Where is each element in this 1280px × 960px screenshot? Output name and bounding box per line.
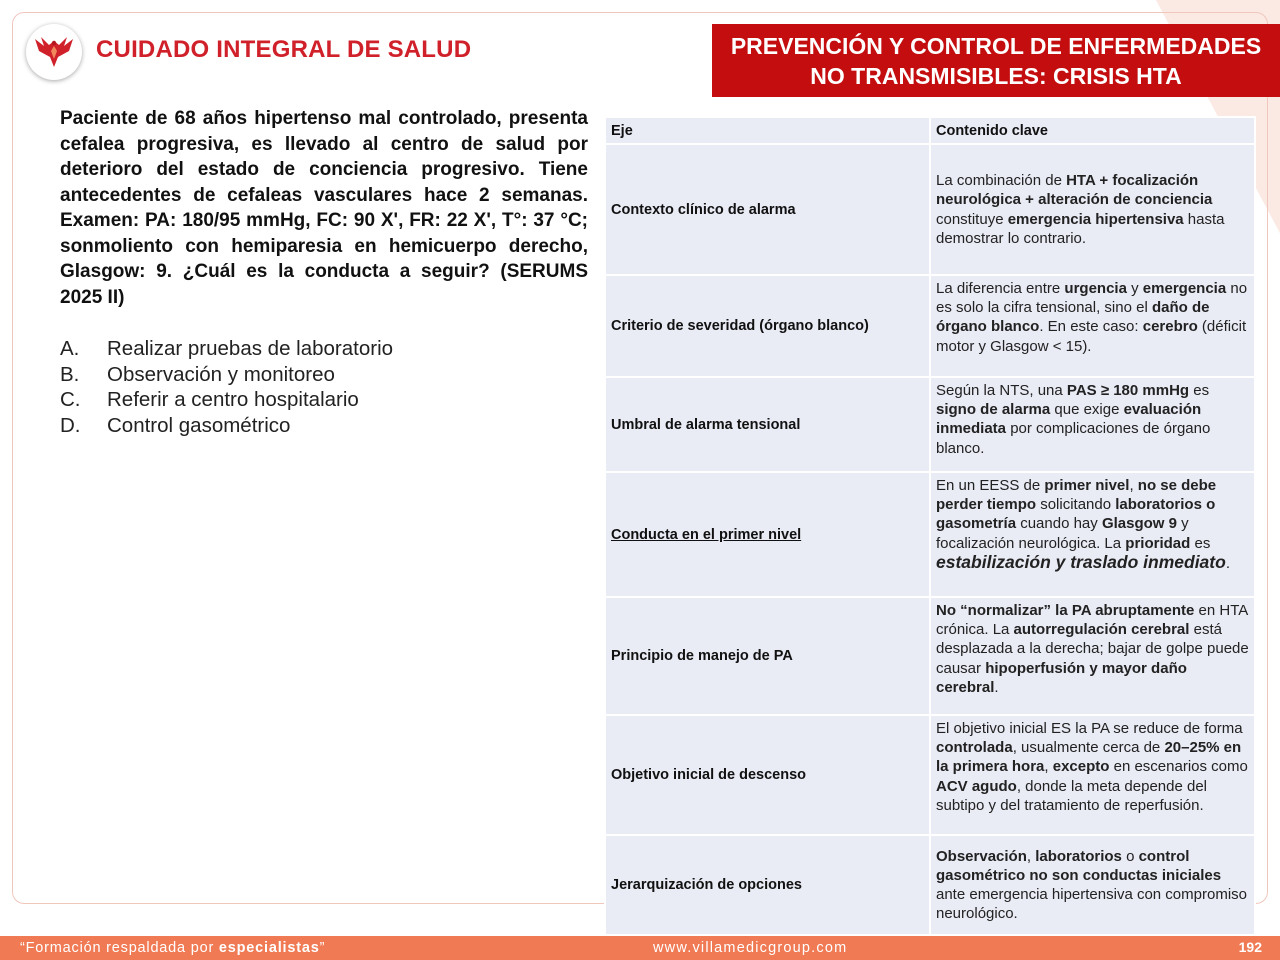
text-run: El objetivo inicial ES la PA se reduce de forma <box>936 720 1243 737</box>
text-run: no es solo la cifra tensional, sino el <box>936 280 1248 317</box>
row-contenido <box>930 835 1255 935</box>
row-contenido <box>930 144 1255 275</box>
bold-text: primer nivel <box>1044 477 1130 494</box>
table-header-row <box>605 117 1255 144</box>
footer-tagline <box>20 940 325 956</box>
row-contenido <box>930 715 1255 835</box>
table-row <box>605 715 1255 835</box>
bold-text: daño de órgano blanco <box>936 299 1210 336</box>
text-run: ante emergencia hipertensiva con compromiso neurológico. <box>936 886 1247 923</box>
table-row <box>605 835 1255 935</box>
option-letter: A. <box>60 337 80 360</box>
footer-bar <box>0 936 1280 960</box>
row-contenido <box>930 472 1255 597</box>
row-eje: Principio de manejo de PA <box>605 597 930 715</box>
text-run: por complicaciones de órgano blanco. <box>936 420 1211 457</box>
bold-text: autorregulación cerebral <box>1013 621 1190 639</box>
page-title-line-2: NO TRANSMISIBLES: CRISIS HTA <box>810 63 1182 89</box>
tagline-end: ” <box>319 940 326 956</box>
row-eje: Criterio de severidad (órgano blanco) <box>605 275 930 377</box>
bold-text: evaluación inmediata <box>936 401 1202 438</box>
bold-text: 20–25% en la primera hora <box>936 739 1242 776</box>
table-row <box>605 144 1255 275</box>
row-eje: Umbral de alarma tensional <box>605 377 930 472</box>
option-d <box>60 413 588 439</box>
bold-text: cerebro <box>1142 318 1198 336</box>
option-letter: C. <box>60 388 81 411</box>
bold-text: prioridad <box>1125 534 1191 552</box>
footer-website-link[interactable]: www.villamedicgroup.com <box>653 940 848 956</box>
text-run: Según la NTS, una <box>936 382 1067 399</box>
text-run: constituye <box>936 210 1008 228</box>
page-title <box>712 24 1280 97</box>
row-contenido <box>930 377 1255 472</box>
column-header-eje: Eje <box>605 117 930 144</box>
bold-text: signo de alarma <box>936 401 1051 419</box>
column-header-contenido: Contenido clave <box>930 117 1255 144</box>
text-run: . <box>994 678 999 696</box>
text-run: o <box>1121 847 1139 865</box>
text-run: y <box>1126 280 1143 297</box>
bold-text: estabilización y traslado inmediato <box>936 551 1226 572</box>
row-eje: Conducta en el primer nivel <box>605 472 930 597</box>
option-b <box>60 362 588 388</box>
bold-text: controlada <box>936 739 1013 757</box>
option-c <box>60 387 588 413</box>
text-run: es <box>1190 534 1211 552</box>
text-run: (déficit motor y Glasgow < 15). <box>936 318 1247 355</box>
row-contenido <box>930 597 1255 715</box>
text-run: en escenarios como <box>1109 758 1248 776</box>
text-run: La diferencia entre <box>936 280 1065 297</box>
answer-options <box>60 336 588 438</box>
option-letter: D. <box>60 413 81 437</box>
summary-table <box>604 116 1256 936</box>
bold-text: urgencia <box>1064 280 1127 297</box>
text-run: es <box>1189 382 1210 399</box>
text-run: , <box>1129 477 1138 494</box>
row-eje: Jerarquización de opciones <box>605 835 930 935</box>
bold-text: ACV agudo <box>936 777 1017 795</box>
page-title-line-1: PREVENCIÓN Y CONTROL DE ENFERMEDADES <box>730 33 1262 59</box>
bold-text: Observación <box>936 847 1027 865</box>
brand-logo <box>26 24 82 80</box>
text-run: hasta demostrar lo contrario. <box>936 210 1225 247</box>
text-run: , <box>1044 758 1053 776</box>
option-text: Referir a centro hospitalario <box>107 388 359 411</box>
bold-text: Glasgow 9 <box>1101 515 1177 533</box>
text-run: En un EESS de <box>936 477 1045 494</box>
bold-text: PAS ≥ 180 mmHg <box>1066 382 1190 399</box>
row-contenido <box>930 275 1255 377</box>
option-text: Control gasométrico <box>107 413 291 437</box>
bold-text: laboratorios <box>1035 847 1122 865</box>
option-a <box>60 336 588 362</box>
option-text: Observación y monitoreo <box>107 362 335 386</box>
bold-text: HTA + focalización neurológica + alteración de conciencia <box>936 172 1213 209</box>
tagline-emphasis: especialistas <box>218 940 320 956</box>
bold-text: hipoperfusión y mayor daño cerebral <box>936 659 1187 696</box>
option-text: Realizar pruebas de laboratorio <box>107 337 394 360</box>
text-run: , <box>1026 847 1036 865</box>
tagline-start: “Formación respaldada por <box>20 940 219 956</box>
table-row <box>605 275 1255 377</box>
text-run: que exige <box>1050 401 1124 419</box>
row-eje: Contexto clínico de alarma <box>605 144 930 275</box>
text-run: solicitando <box>1036 496 1116 514</box>
bold-text: emergencia hipertensiva <box>1007 210 1184 228</box>
text-run: , donde la meta depende del subtipo y del tratamiento de reperfusión. <box>936 777 1207 814</box>
text-run: en HTA crónica. La <box>936 602 1248 639</box>
bold-text: no se debe perder tiempo <box>936 477 1217 514</box>
bold-text: laboratorios o gasometría <box>936 496 1216 533</box>
option-letter: B. <box>60 362 80 386</box>
bold-text: No “normalizar” la PA abruptamente <box>936 602 1195 619</box>
text-run: , usualmente cerca de <box>1012 739 1165 757</box>
text-run: La combinación de <box>936 172 1067 190</box>
text-run: cuando hay <box>1016 515 1102 533</box>
text-run: . <box>1225 554 1230 572</box>
question-text: Paciente de 68 años hipertenso mal controlado, presenta cefalea progresiva, es llevado al centro de salud por deterioro del estado de conciencia progresivo. Tiene antecedentes de cefaleas vasculares hace 2 semanas. Examen: PA: 180/95 mmHg, FC: 90 X', FR: 22 X', T°: 37 °C; sonmoliento con hemiparesia en hemicuerpo derecho, Glasgow: 9. ¿Cuál es la conducta a seguir? (SERUMS 2025 II) <box>60 108 588 308</box>
text-run: y focalización neurológica. La <box>936 515 1189 552</box>
phoenix-icon <box>31 29 77 75</box>
bold-text: control gasométrico no son conductas iniciales <box>936 847 1222 884</box>
table-row <box>605 597 1255 715</box>
text-run: . En este caso: <box>1039 318 1143 336</box>
brand-title: CUIDADO INTEGRAL DE SALUD <box>96 36 472 63</box>
table-row <box>605 472 1255 597</box>
bold-text: emergencia <box>1142 280 1227 297</box>
text-run: está desplazada a la derecha; bajar de golpe puede causar <box>936 621 1249 677</box>
row-eje: Objetivo inicial de descenso <box>605 715 930 835</box>
table-row <box>605 377 1255 472</box>
bold-text: excepto <box>1052 758 1110 776</box>
page-number: 192 <box>1238 939 1262 955</box>
